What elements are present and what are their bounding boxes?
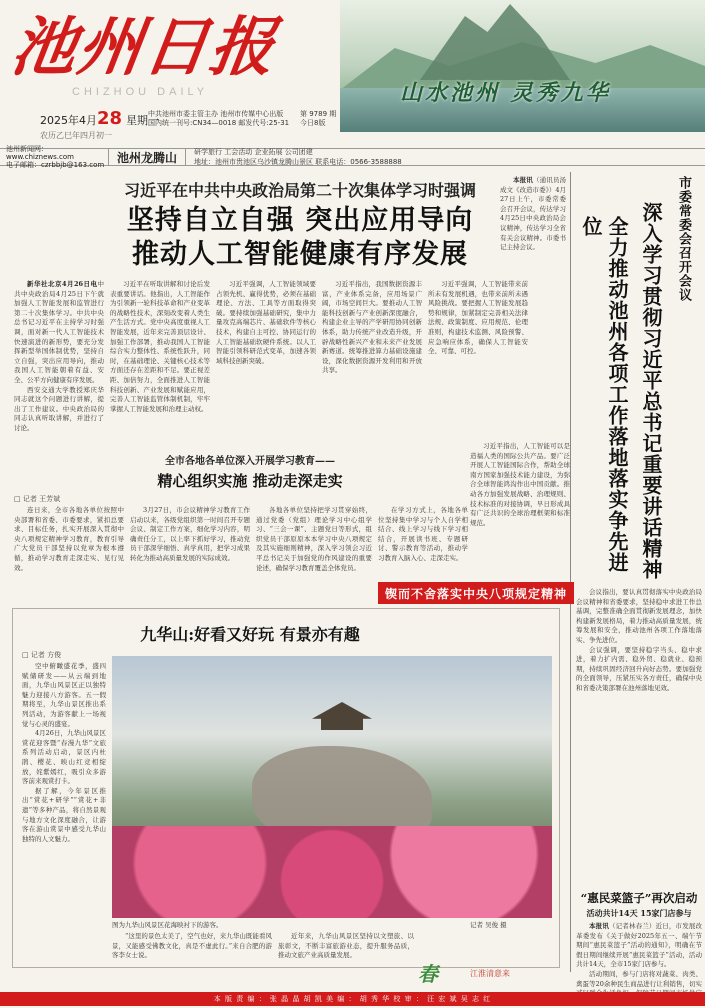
page-count: 今日8版 [300,119,326,127]
ad-address: 地址：池州市贵池区乌沙镇龙腾山景区 联系电话：0566-3588888 [194,158,402,166]
feature-byline: □ 记者 方俊 [22,651,62,659]
ad-services-text: 研学旅行 工会活动 企业拓展 公司团建 [194,148,313,156]
sub-para-3: 各地各单位坚持把学习贯穿始终，通过党委（党组）理论学习中心组学习、“三会一课”、主题党日等形式，组织党员干部原原本本学习中央八项规定及其实施细则精神，深入学习领会习近平总书记关于加强党的作风建设的重要论述，确保学习教育覆盖全体党员。 [256,506,372,572]
banner-mountain [420,0,570,80]
lead-para-6: 习近平强调，人工智能带来前所未有发展机遇，也带来前所未遇风险挑战。要把握人工智能发展趋势和规律，加紧制定完善相关法律法规、政策制度、应用规范、伦理准则，构建技术监测、风险预警、应急响应体系，确保人工智能安全、可靠、可控。 [428,280,528,356]
sub-para-4: 在学习方式上，各地各单位坚持集中学习与个人自学相结合、线上学习与线下学习相结合，开展读书班、专题研讨、警示教育等活动，推动学习教育入脑入心、走深走实。 [378,506,468,562]
side-story-dateline: 本报讯 [589,922,609,930]
feature-body-col-2 [112,932,272,966]
side-lead-story [576,176,702,586]
lead-para-3: 习近平在听取讲解和讨论后发表重要讲话。他指出，人工智能作为引领新一轮科技革命和产业变革的战略性技术，深刻改变着人类生产生活方式。党中央高度重视人工智能发展，近年来完善顶层设计、加强工作部署，推动我国人工智能综合实力整体性、系统性跃升，同时，在基础理论、关键核心技术等方面还存在差距和不足。要正视差距、加倍努力，全面推进人工智能科技创新、产业发展和赋能应用，完善人工智能监管体制机制，牢牢掌握人工智能发展和治理主动权。 [110,280,210,413]
contact-block [0,145,108,169]
feature-para-3: 据了解，今年景区推出“赏花+研学”“赏花+非遗”等多种产品，将自然景观与地方文化深度融合，让游客在游山赏景中感受九华山独特的人文魅力。 [22,786,106,843]
feature-para-2: 4月26日，九华山风景区赏花迎客暨“春漫九华”文旅系列活动启动，景区内杜鹃、樱花、映山红竞相绽放，姹紫嫣红，吸引众多游客前来观赏打卡。 [22,729,106,786]
lead-body-col-3 [216,280,316,440]
feature-body-col-3 [278,932,414,966]
side-lead-para-1 [500,176,566,253]
photo-credit: 记者 吴俊 摄 [470,921,507,929]
sponsor-line: 中共池州市委主管主办 池州市传媒中心出版 [148,110,284,118]
sub-byline: □ 记者 王芳斌 [14,495,61,503]
banner-slogan: 山水池州 灵秀九华 [400,81,611,106]
issue-number: 第 9789 期 [300,110,337,118]
side-lead-headline-2: 全力推动池州各项工作落地落实争先进位 [579,216,629,573]
advert-ribbon [0,145,705,169]
side-lead-para-2: 会议指出，要认真贯彻落实中央政治局会议精神和省委要求，坚持稳中求进工作总基调，完整准确全面贯彻新发展理念，加快构建新发展格局，着力推动高质量发展，统筹发展和安全，推动池州各项工作落地落实、争先进位。 [576,588,702,644]
side-lead-para-3: 会议强调，要坚持稳字当头、稳中求进，着力扩内需、稳外贸、稳就业、稳预期，持续巩固经济回升向好态势。要加强党的全面领导，压紧压实各方责任，确保中央和省委决策部署在池州落地见效。 [576,645,702,692]
editor-footer: 本 版 责 编 ： 张 晶 晶 胡 凯 美 编 ： 胡 秀 华 校 审 ： 汪 宏 斌 吴 志 红 [0,992,705,1006]
side-lead-kicker: 市委常委会召开会议 [676,176,691,302]
side-story-para-2: 活动期间，参与门店将对蔬菜、肉类、禽蛋等20余种民生商品进行让利销售，切实 [576,969,702,988]
lead-body-col-2 [110,280,210,440]
lead-body-col-6 [470,442,570,578]
photo-azaleas [112,826,552,918]
feature-headline: 九华山:好看又好玩 有景亦有趣 [140,625,360,644]
lead-para-4: 习近平强调，人工智能领域要占领先机、赢得优势，必须在基础理论、方法、工具等方面取得突破。要持续加强基础研究，集中力量攻克高端芯片、基础软件等核心技术，构建自主可控、协同运行的人工智能基础软硬件系统。以人工智能引领科研范式变革，加速各领域科技创新突破。 [216,280,316,365]
side-story-body [576,922,702,988]
side-lead-body [500,176,566,436]
ad-title: 池州龙腾山 [108,149,186,166]
column-rule [570,172,571,972]
lead-para-2: 西安交通大学教授郑庆华同志就这个问题进行讲解，提出了工作建议。中央政治局的同志认真听取讲解，并进行了讨论。 [14,385,104,432]
scenic-banner [340,0,705,132]
side-story-headline: “惠民菜篮子”再次启动 [580,891,698,905]
lead-para-1 [14,280,104,386]
logo-text: 池州日报 [6,11,282,85]
sub-para-2: 3月27日，市会议精神学习教育工作启动以来，各级党组织第一时间召开专题会议、制定工作方案，细化学习内容，明确责任分工，以上率下抓好学习，推动党员干部深学细悟、真学真用，把学习成果转化为推动高质量发展的实际成效。 [130,506,250,562]
side-story-para-1 [576,922,702,970]
side-story-para-1-text: （记者林春兰）近日，市发展改革委发布《关于做好2025年五一、端午节期间“惠民菜篮子”活动的通知》，明确在节假日期间继续开展“惠民菜篮子”活动，活动共计14天，全市15家门店参与。 [576,922,702,969]
spring-logo-tag: 江淮清意来 [470,969,510,978]
newspaper-logo [6,8,312,108]
side-lead-dateline: 本报讯 [513,176,533,184]
date-day: 28 [97,108,123,129]
date-month: 2025年4月 [40,114,97,127]
lead-para-5: 习近平指出，我国数据资源丰富，产业体系完备，应用场景广阔，市场空间巨大。要推动人工智能科技创新与产业创新深度融合，构建企业主导的产学研用协同创新体系，助力传统产业改造升级，开辟战略性新兴产业和未来产业发展新赛道。统筹推进算力基础设施建设，深化数据资源开发利用和开放共享。 [322,280,422,375]
photo-caption: 图为九华山风景区花海映衬下的游客。 [112,921,223,929]
campaign-banner: 锲而不舍落实中央八项规定精神 [378,582,574,604]
date-weekday: 星期一 [126,114,160,127]
feature-photo [112,656,552,918]
spring-logo-mark: 春 [418,962,438,986]
feature-body-col-1 [22,662,106,962]
website-text: 池州新闻网：www.chiznews.com [6,145,74,161]
lead-dateline: 新华社北京4月26日电 [27,280,98,288]
cn-number: 国内统一刊号:CN34—0018 邮发代号:25-31 [148,119,290,127]
side-lead-body-2 [576,588,702,884]
masthead [0,0,705,148]
email-text: 电子邮箱：czrbbjb@163.com [6,161,105,169]
spring-campaign-logo [418,958,558,988]
sub-body-col-2 [130,506,250,602]
ad-services [186,147,402,167]
feature-para-1: 空中俯瞰盛花季，盛四赋储研发——从云端到地面，九华山风景区正以独特魅力迎接八方游客。五一假期将至，九华山景区推出系列活动，为游客献上一场视觉与心灵的盛宴。 [22,662,106,728]
lead-kicker: 习近平在中共中央政治局第二十次集体学习时强调 [123,181,476,200]
side-lead-headline-1: 深入学习贯彻习近平总书记重要讲话精神 [639,202,663,580]
feature-para-4: “这里的景色太美了，空气也好，来九华山既能看风景，又能感受佛教文化，真是不虚此行。”来自合肥的游客李女士说。 [112,932,272,960]
sub-kicker: 全市各地各单位深入开展学习教育—— [165,456,335,467]
lead-para-1-text: 中共中央政治局4月25日下午就加强人工智能发展和监管进行第二十次集体学习。中共中央总书记习近平在主持学习时强调，面对新一代人工智能技术快速演进的新形势，要充分发挥新型举国体制优势，坚持自立自强，突出应用导向，推动我国人工智能朝着有益、安全、公平方向健康有序发展。 [14,280,104,384]
sub-headline: 精心组织实施 推动走深走实 [157,472,343,490]
lead-headline-line-2: 推动人工智能健康有序发展 [132,239,468,270]
feature-para-5: 近年来，九华山风景区坚持以文塑旅、以旅彰文，不断丰富旅游业态，提升服务品质，推动文旅产业高质量发展。 [278,932,414,960]
sub-body-col-4 [378,506,468,580]
lead-headline [40,204,560,272]
sub-body-col-3 [256,506,372,602]
lead-para-7: 习近平指出，人工智能可以是造福人类的国际公共产品。要广泛开展人工智能国际合作，帮助全球南方国家加强技术能力建设，为弥合全球智能鸿沟作出中国贡献。推动各方加强发展战略、治理规则、技术标准的对接协调，早日形成具有广泛共识的全球治理框架和标准规范。 [470,442,570,527]
side-story-subhead: 活动共计14天 15家门店参与 [586,908,692,918]
sub-body-col-1 [14,506,124,602]
lead-body-col-1 [14,280,104,440]
side-lead-para-1-text: （通讯员汤成文《改造市委》）4月27日上午，市委常委会召开会议，传达学习4月25日中央政治局会议精神，传达学习全省有关会议精神。市委书记主持会议。 [500,176,567,252]
issue-number-block [300,110,340,128]
sub-para-1: 连日来，全市各地各单位按照中央部署和省委、市委要求，紧扣总要求、目标任务，扎实开展深入贯彻中央八项规定精神学习教育，教育引导广大党员干部坚持以党章为根本遵循，推动学习教育走深走实、见行见效。 [14,506,124,572]
lead-body-col-4 [322,280,422,440]
lunar-date: 农历乙巳年四月初一 [40,131,112,140]
logo-pinyin: CHIZHOU DAILY [72,86,209,98]
photo-pavilion [312,702,372,730]
lead-headline-line-1: 坚持自立自强 突出应用导向 [126,205,474,236]
